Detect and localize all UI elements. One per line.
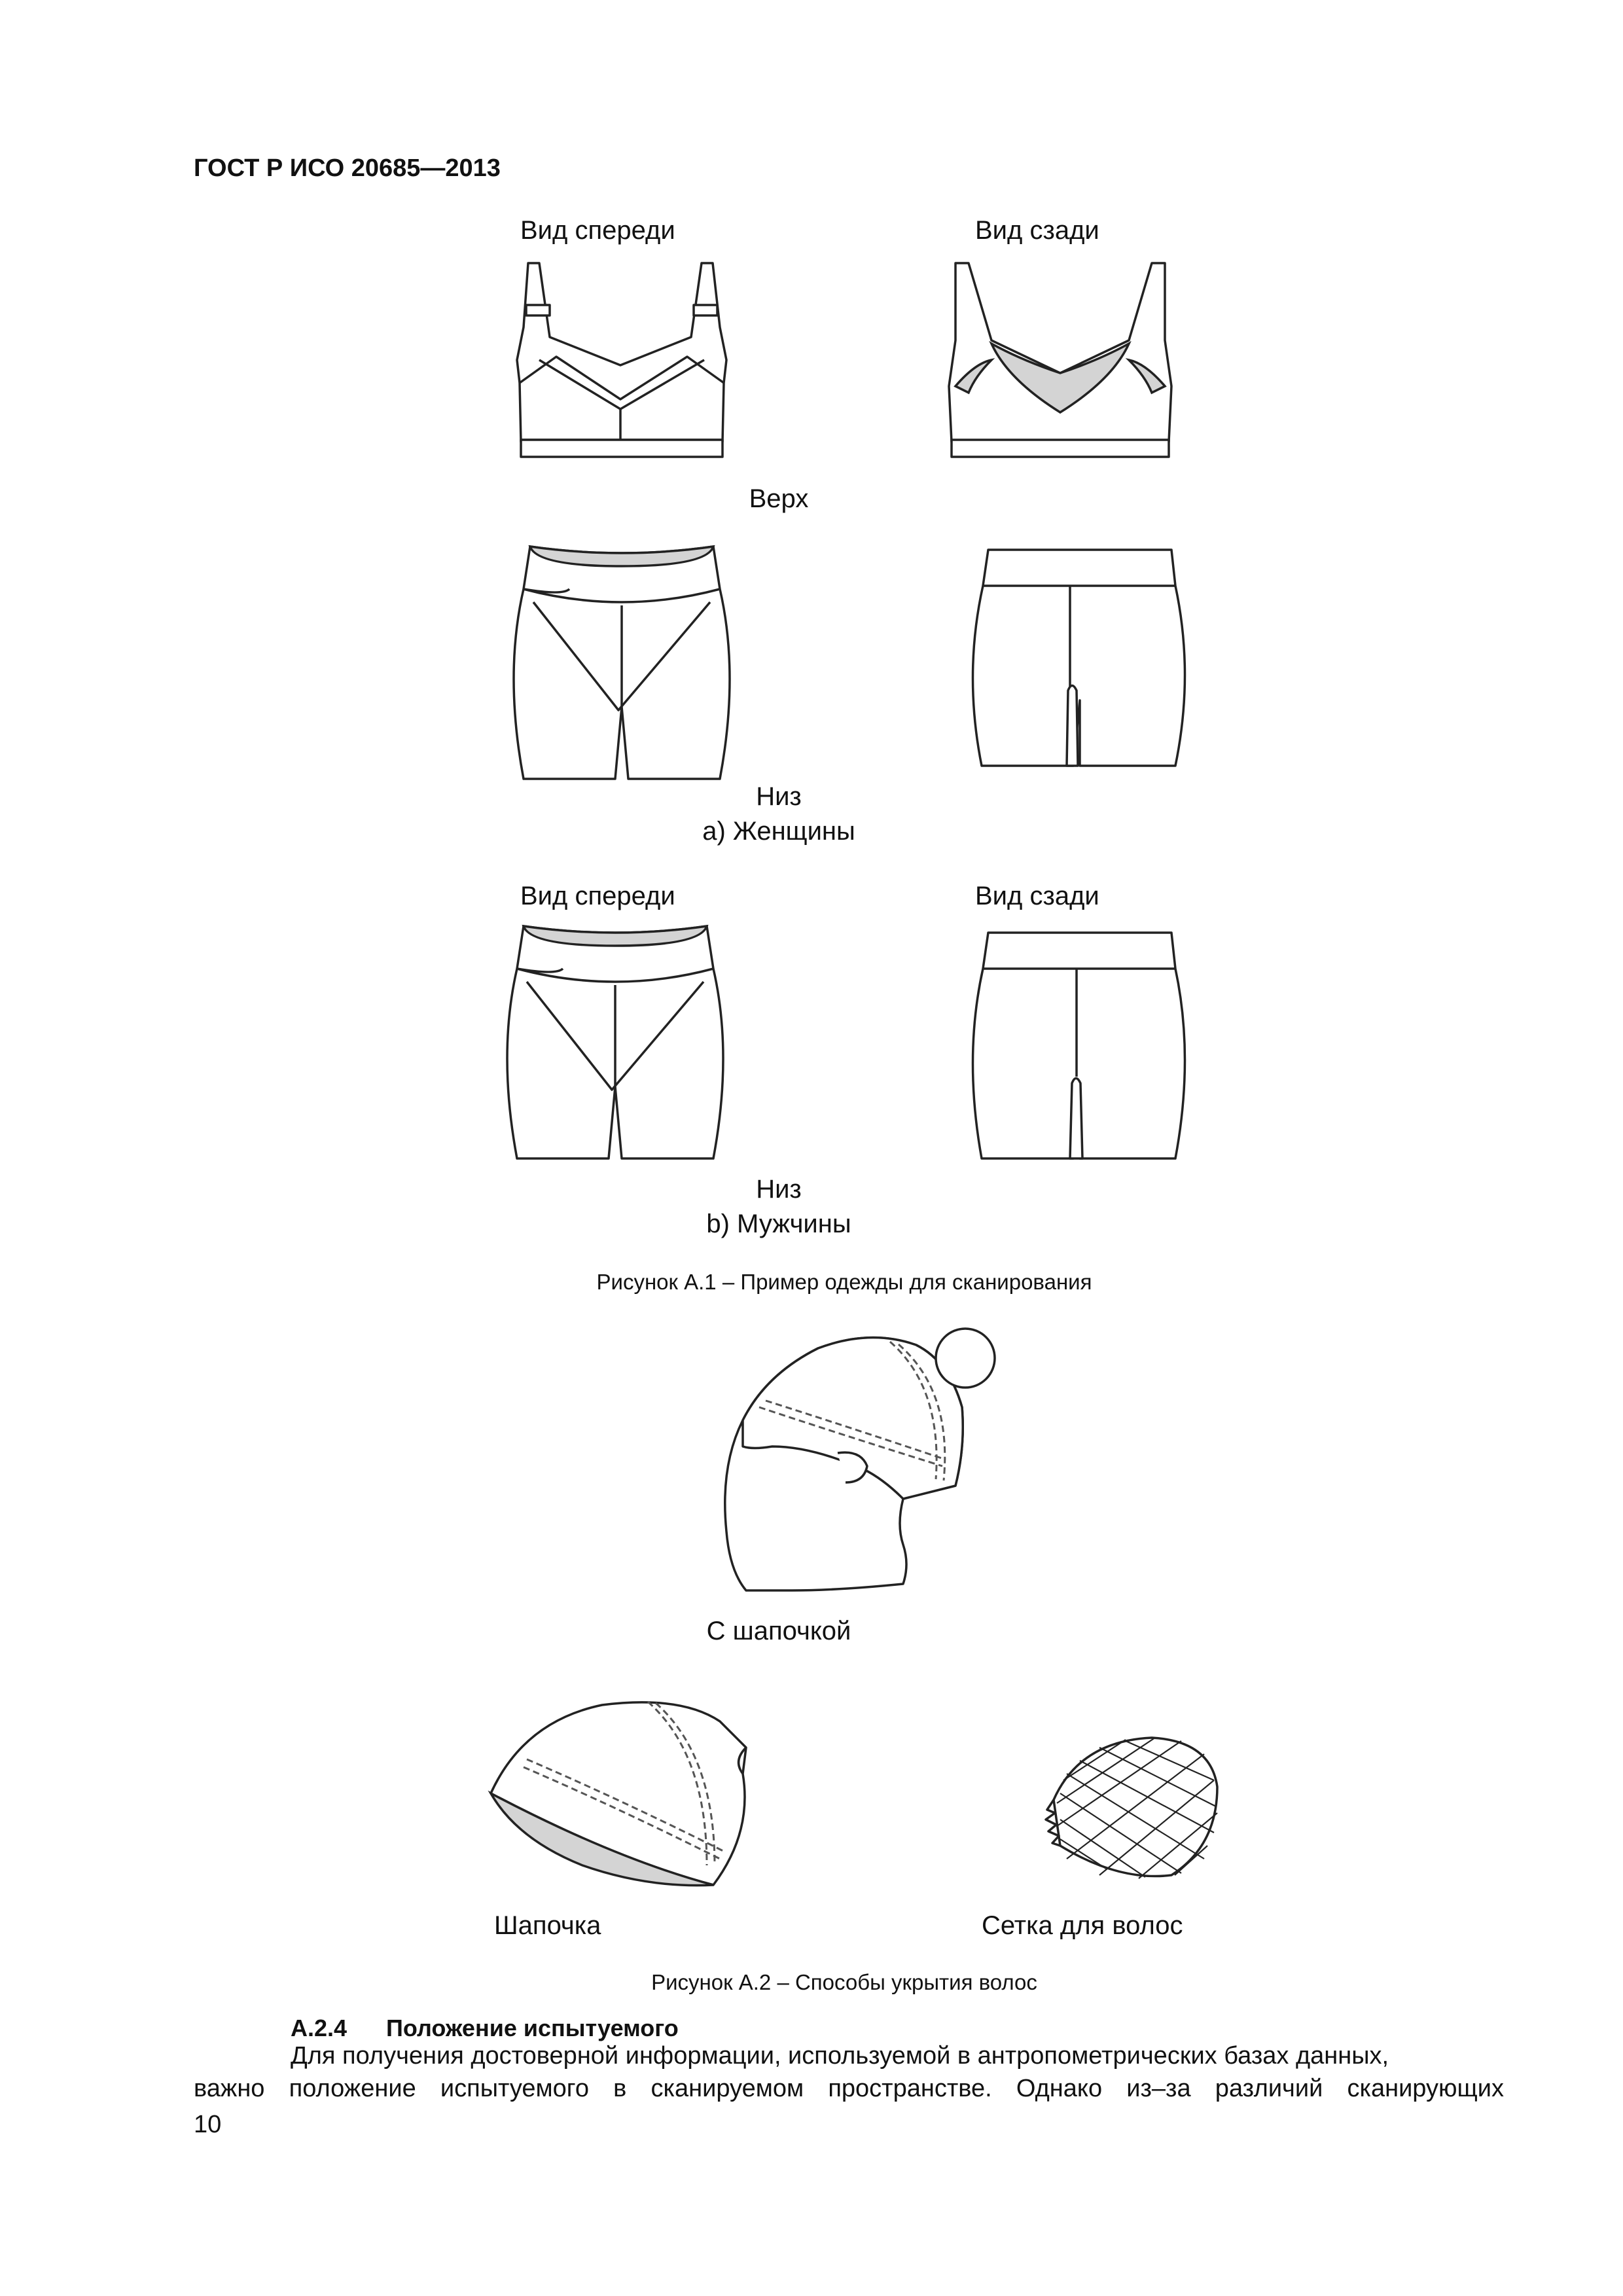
- men-bottom-label: Низ: [756, 1175, 802, 1204]
- women-shorts-back-drawing: [969, 543, 1191, 785]
- body-text-line-1: Для получения достоверной информации, используемой в антропометрических базах данных,: [291, 2042, 1389, 2070]
- bra-front-drawing: [497, 255, 746, 471]
- women-group-label: a) Женщины: [702, 817, 855, 846]
- document-code: ГОСТ Р ИСО 20685—2013: [194, 154, 501, 182]
- figure-a1-caption: Рисунок А.1 – Пример одежды для сканирования: [596, 1270, 1092, 1294]
- women-bottom-label: Низ: [756, 782, 802, 811]
- men-back-view-label: Вид сзади: [975, 882, 1099, 910]
- head-with-cap-label: С шапочкой: [706, 1617, 851, 1645]
- hair-net-drawing: [1041, 1728, 1224, 1885]
- women-top-label: Верх: [749, 484, 809, 513]
- men-shorts-back-drawing: [969, 926, 1191, 1168]
- women-back-view-label: Вид сзади: [975, 216, 1099, 245]
- head-with-cap-drawing: [707, 1309, 1034, 1604]
- body-text-line-2: важно положение испытуемого в сканируемом пространстве. Однако из–за различий сканирующих: [194, 2075, 1504, 2102]
- bra-back-drawing: [936, 255, 1185, 471]
- cap-label: Шапочка: [494, 1911, 601, 1940]
- men-group-label: b) Мужчины: [706, 1210, 851, 1238]
- hair-net-label: Сетка для волос: [982, 1911, 1183, 1940]
- section-number: А.2.4: [291, 2015, 348, 2041]
- women-shorts-front-drawing: [510, 543, 733, 785]
- figure-a2-caption: Рисунок А.2 – Способы укрытия волос: [651, 1970, 1037, 1994]
- men-shorts-front-drawing: [504, 923, 726, 1165]
- section-title: Положение испытуемого: [386, 2015, 679, 2041]
- women-front-view-label: Вид спереди: [520, 216, 675, 245]
- men-front-view-label: Вид спереди: [520, 882, 675, 910]
- cap-drawing: [484, 1689, 772, 1898]
- page-number: 10: [194, 2111, 222, 2138]
